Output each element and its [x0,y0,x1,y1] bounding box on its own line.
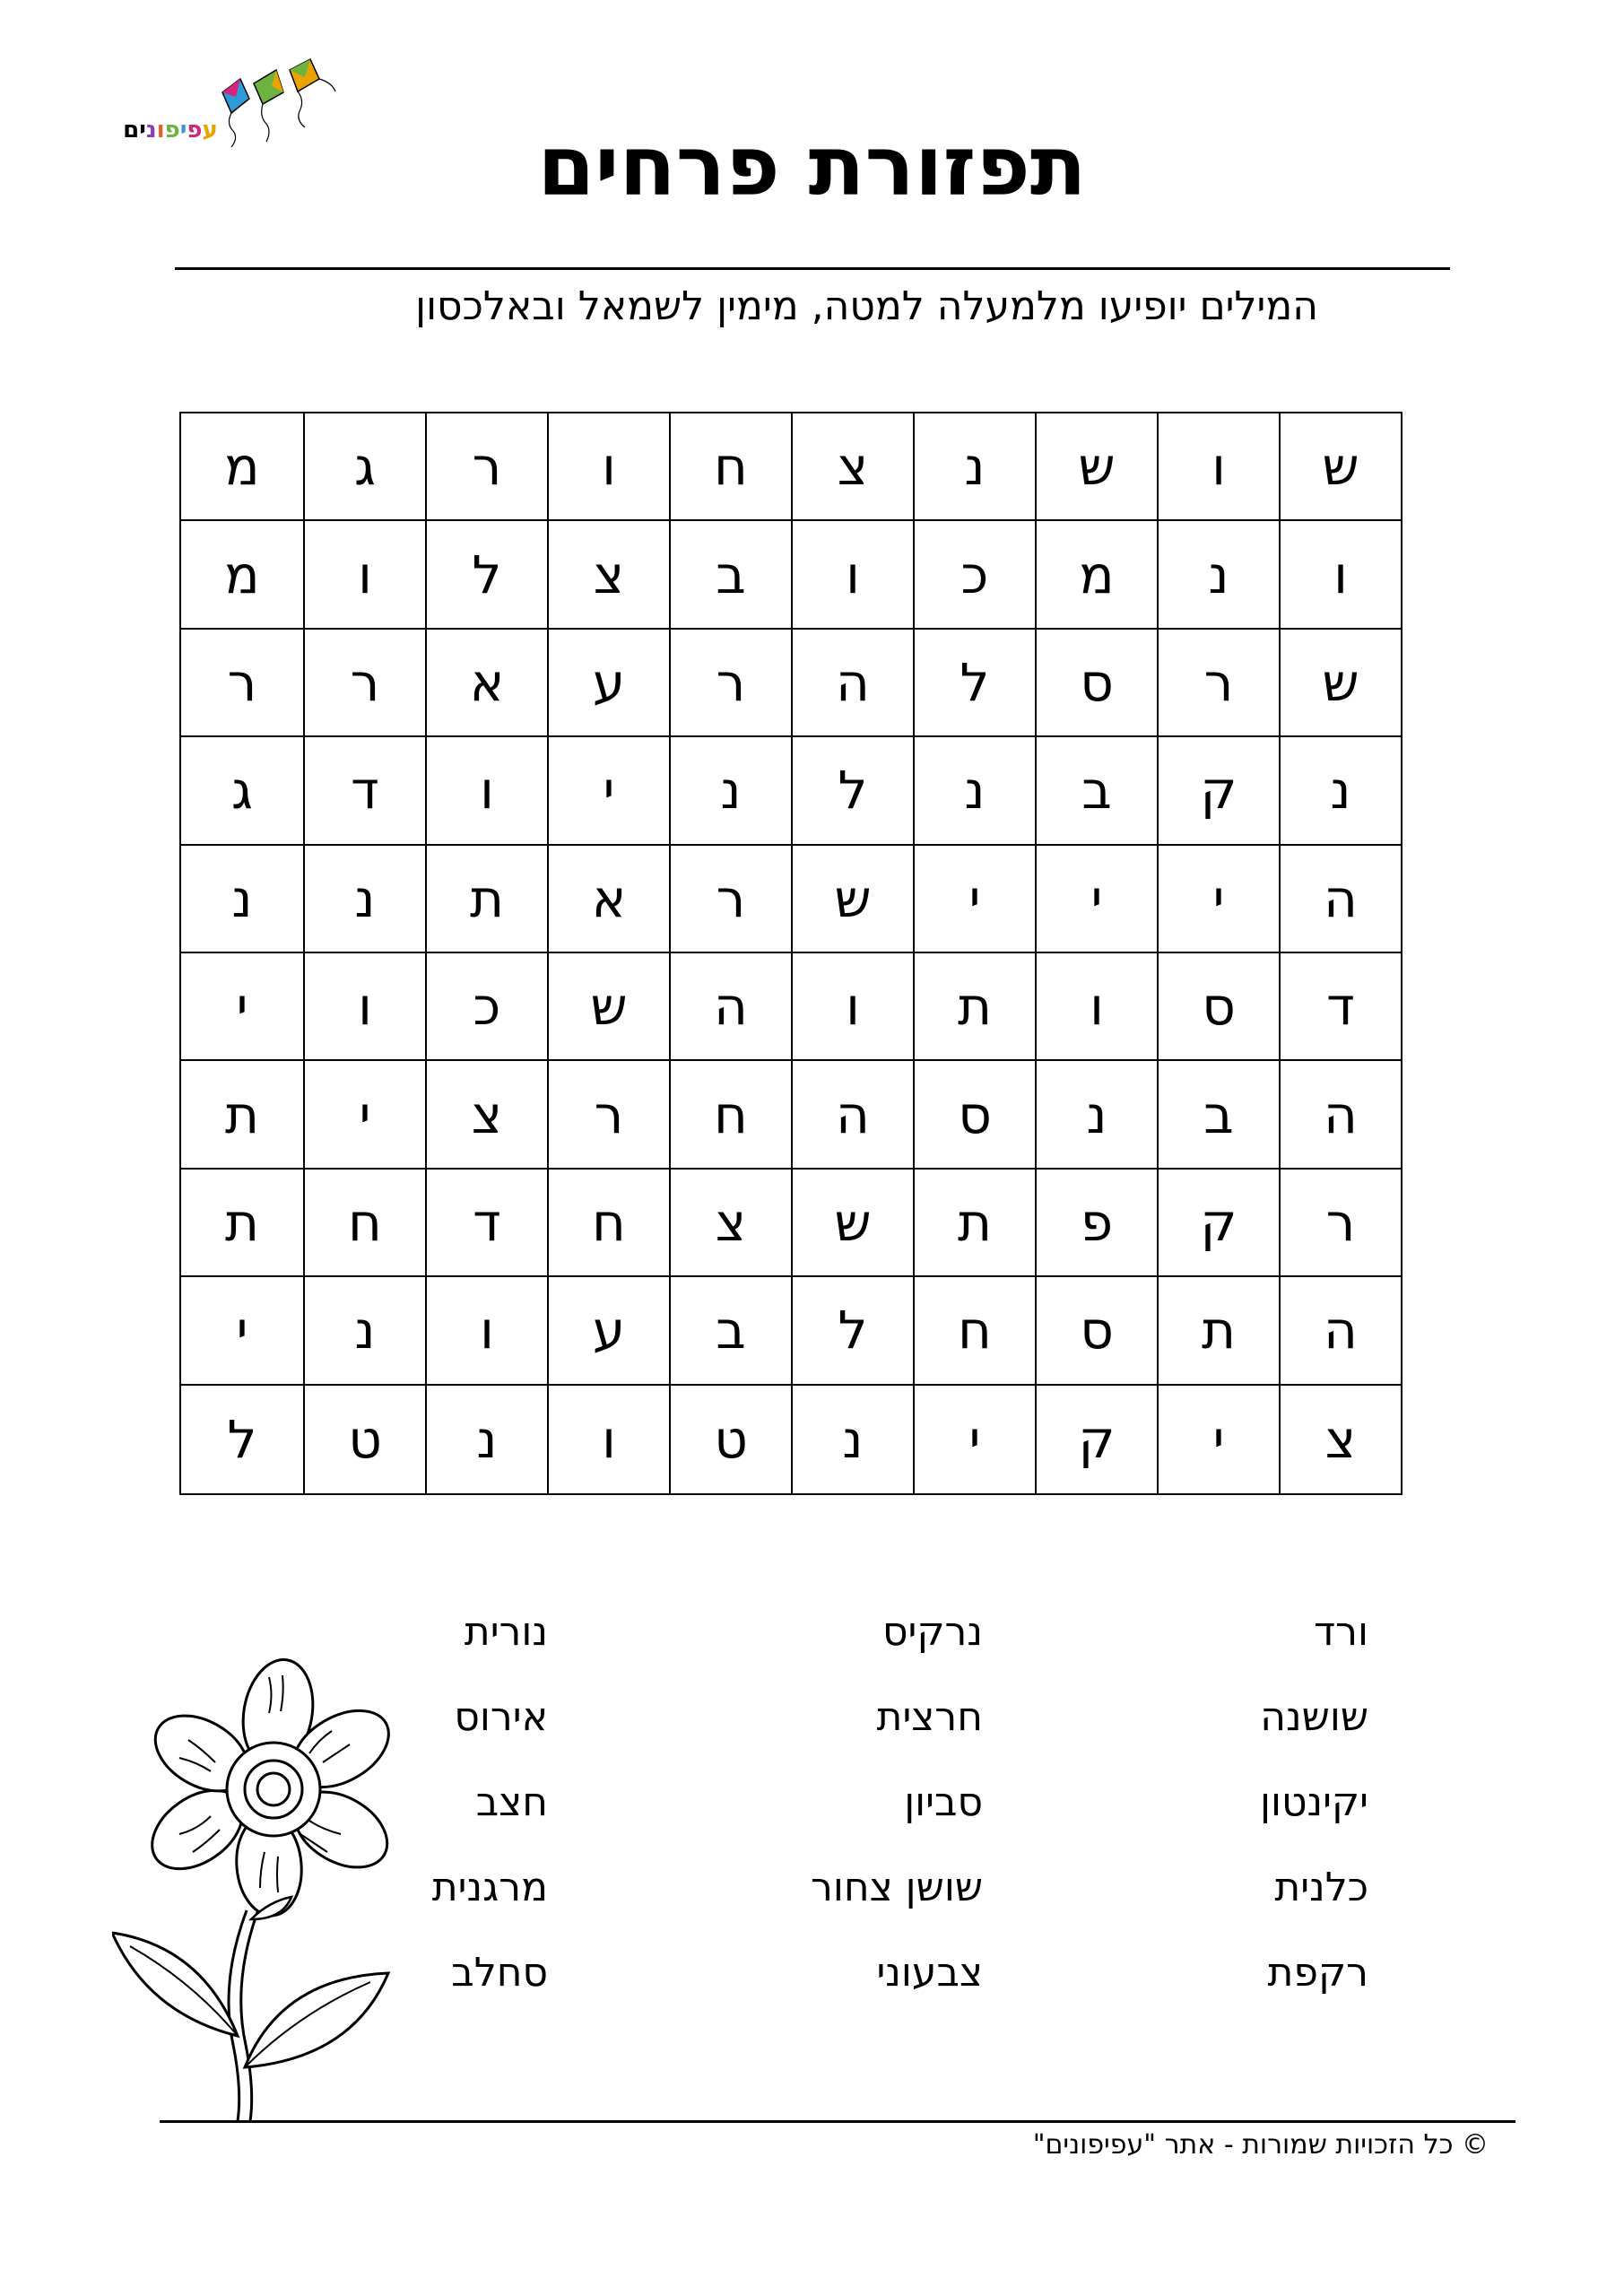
grid-cell: צ [1279,1386,1401,1493]
word-list-item: ורד [1314,1609,1368,1655]
grid-cell: ה [1279,846,1401,953]
logo-text: עפיפונים [123,117,218,144]
grid-cell: נ [669,737,791,845]
grid-cell: ק [1157,737,1279,845]
grid-cell: נ [1157,521,1279,629]
grid-cell: ת [1157,1277,1279,1385]
grid-cell: ו [425,737,547,845]
grid-cell: י [303,1061,425,1169]
word-list-item: חצב [475,1779,548,1825]
word-list-item: רקפת [1267,1950,1368,1996]
word-list-item: סביון [904,1779,983,1825]
grid-cell: ל [791,1277,913,1385]
grid-cell: ס [1157,953,1279,1061]
grid-cell: ר [181,630,303,737]
grid-cell: פ [1035,1170,1157,1277]
grid-cell: ח [913,1277,1035,1385]
grid-cell: ר [303,630,425,737]
grid-cell: ת [181,1170,303,1277]
word-list-item: שושן צחור [811,1865,983,1910]
grid-cell: ה [1279,1061,1401,1169]
grid-cell: צ [547,521,669,629]
grid-cell: ו [547,1386,669,1493]
grid-cell: ע [547,1277,669,1385]
grid-cell: ה [791,1061,913,1169]
grid-cell: ס [913,1061,1035,1169]
grid-cell: נ [181,846,303,953]
grid-cell: ש [1035,413,1157,521]
grid-cell: ר [1157,630,1279,737]
grid-cell: ל [425,521,547,629]
grid-cell: ב [1157,1061,1279,1169]
grid-cell: י [547,737,669,845]
grid-cell: ו [791,521,913,629]
word-list-item: יקינטון [1259,1779,1368,1825]
grid-cell: א [425,630,547,737]
grid-cell: י [1035,846,1157,953]
grid-cell: ו [1279,521,1401,629]
grid-cell: ג [181,737,303,845]
grid-cell: א [547,846,669,953]
grid-cell: צ [791,413,913,521]
grid-cell: י [181,953,303,1061]
grid-cell: צ [669,1170,791,1277]
grid-cell: כ [913,521,1035,629]
grid-cell: י [1157,846,1279,953]
grid-cell: ו [791,953,913,1061]
word-list-item: כלנית [1274,1865,1368,1910]
grid-cell: נ [1035,1061,1157,1169]
grid-cell: ע [547,630,669,737]
grid-cell: ק [1157,1170,1279,1277]
word-search-grid [179,412,1403,1495]
grid-cell: י [181,1277,303,1385]
flower-icon [112,1650,404,2126]
word-list-item: מרגנית [431,1865,548,1910]
grid-cell: ש [1279,630,1401,737]
word-list-item: סחלב [451,1950,548,1996]
grid-cell: ר [1279,1170,1401,1277]
grid-cell: נ [791,1386,913,1493]
word-list-item: נורית [464,1609,548,1655]
page-title: תפזורת פרחים [537,118,1087,214]
grid-cell: ד [425,1170,547,1277]
copyright-text: © כל הזכויות שמורות - אתר "עפיפונים" [1032,2129,1489,2161]
grid-cell: ו [303,521,425,629]
grid-cell: ו [547,413,669,521]
grid-cell: מ [1035,521,1157,629]
grid-cell: נ [303,846,425,953]
grid-cell: ו [1157,413,1279,521]
grid-cell: ר [425,413,547,521]
grid-cell: ס [1035,630,1157,737]
footer-divider [160,2120,1515,2123]
grid-cell: ש [1279,413,1401,521]
grid-cell: צ [425,1061,547,1169]
grid-cell: ד [1279,953,1401,1061]
grid-cell: ר [547,1061,669,1169]
grid-cell: ט [303,1386,425,1493]
grid-cell: ג [303,413,425,521]
grid-cell: נ [1279,737,1401,845]
grid-cell: ב [669,1277,791,1385]
word-list-item: שושנה [1260,1694,1368,1740]
grid-cell: ת [913,1170,1035,1277]
grid-cell: ת [913,953,1035,1061]
grid-cell: ח [303,1170,425,1277]
word-list-item: נרקיס [881,1609,983,1655]
grid-cell: נ [425,1386,547,1493]
grid-cell: ה [1279,1277,1401,1385]
grid-cell: ר [669,846,791,953]
word-list-item: אירוס [454,1694,548,1740]
grid-cell: ל [227,1408,257,1470]
grid-cell: נ [303,1277,425,1385]
grid-cell: ל [791,737,913,845]
flower-illustration [112,1650,404,2126]
grid-cell: ח [547,1170,669,1277]
grid-cell: ק [1035,1386,1157,1493]
word-list-item: חרצית [876,1694,983,1740]
word-list-item: צבעוני [876,1950,983,1996]
grid-cell: ו [425,1277,547,1385]
grid-cell: ת [425,846,547,953]
grid-cell: ש [547,953,669,1061]
grid-cell: ט [669,1386,791,1493]
grid-cell: כ [425,953,547,1061]
grid-cell: י [913,1386,1035,1493]
grid-cell: ה [791,630,913,737]
grid-cell: ו [1035,953,1157,1061]
grid-cell: ו [303,953,425,1061]
grid-cell: ד [303,737,425,845]
grid-cell: ל [913,630,1035,737]
grid-cell: י [1157,1386,1279,1493]
grid-cell: ב [1035,737,1157,845]
grid-cell: ש [791,1170,913,1277]
grid-cell: ח [669,413,791,521]
grid-cell: מ [181,413,303,521]
title-divider [175,267,1450,270]
grid-cell: ס [1035,1277,1157,1385]
grid-cell: ה [669,953,791,1061]
grid-cell: ר [669,630,791,737]
grid-cell: ש [791,846,913,953]
grid-cell: נ [913,737,1035,845]
grid-cell: ת [181,1061,303,1169]
grid-cell: י [913,846,1035,953]
grid-cell: ח [669,1061,791,1169]
grid-cell: ב [669,521,791,629]
instructions-text: המילים יופיעו מלמעלה למטה, מימין לשמאל ובאלכסון [415,283,1318,329]
grid-cell: נ [913,413,1035,521]
grid-cell: מ [181,521,303,629]
